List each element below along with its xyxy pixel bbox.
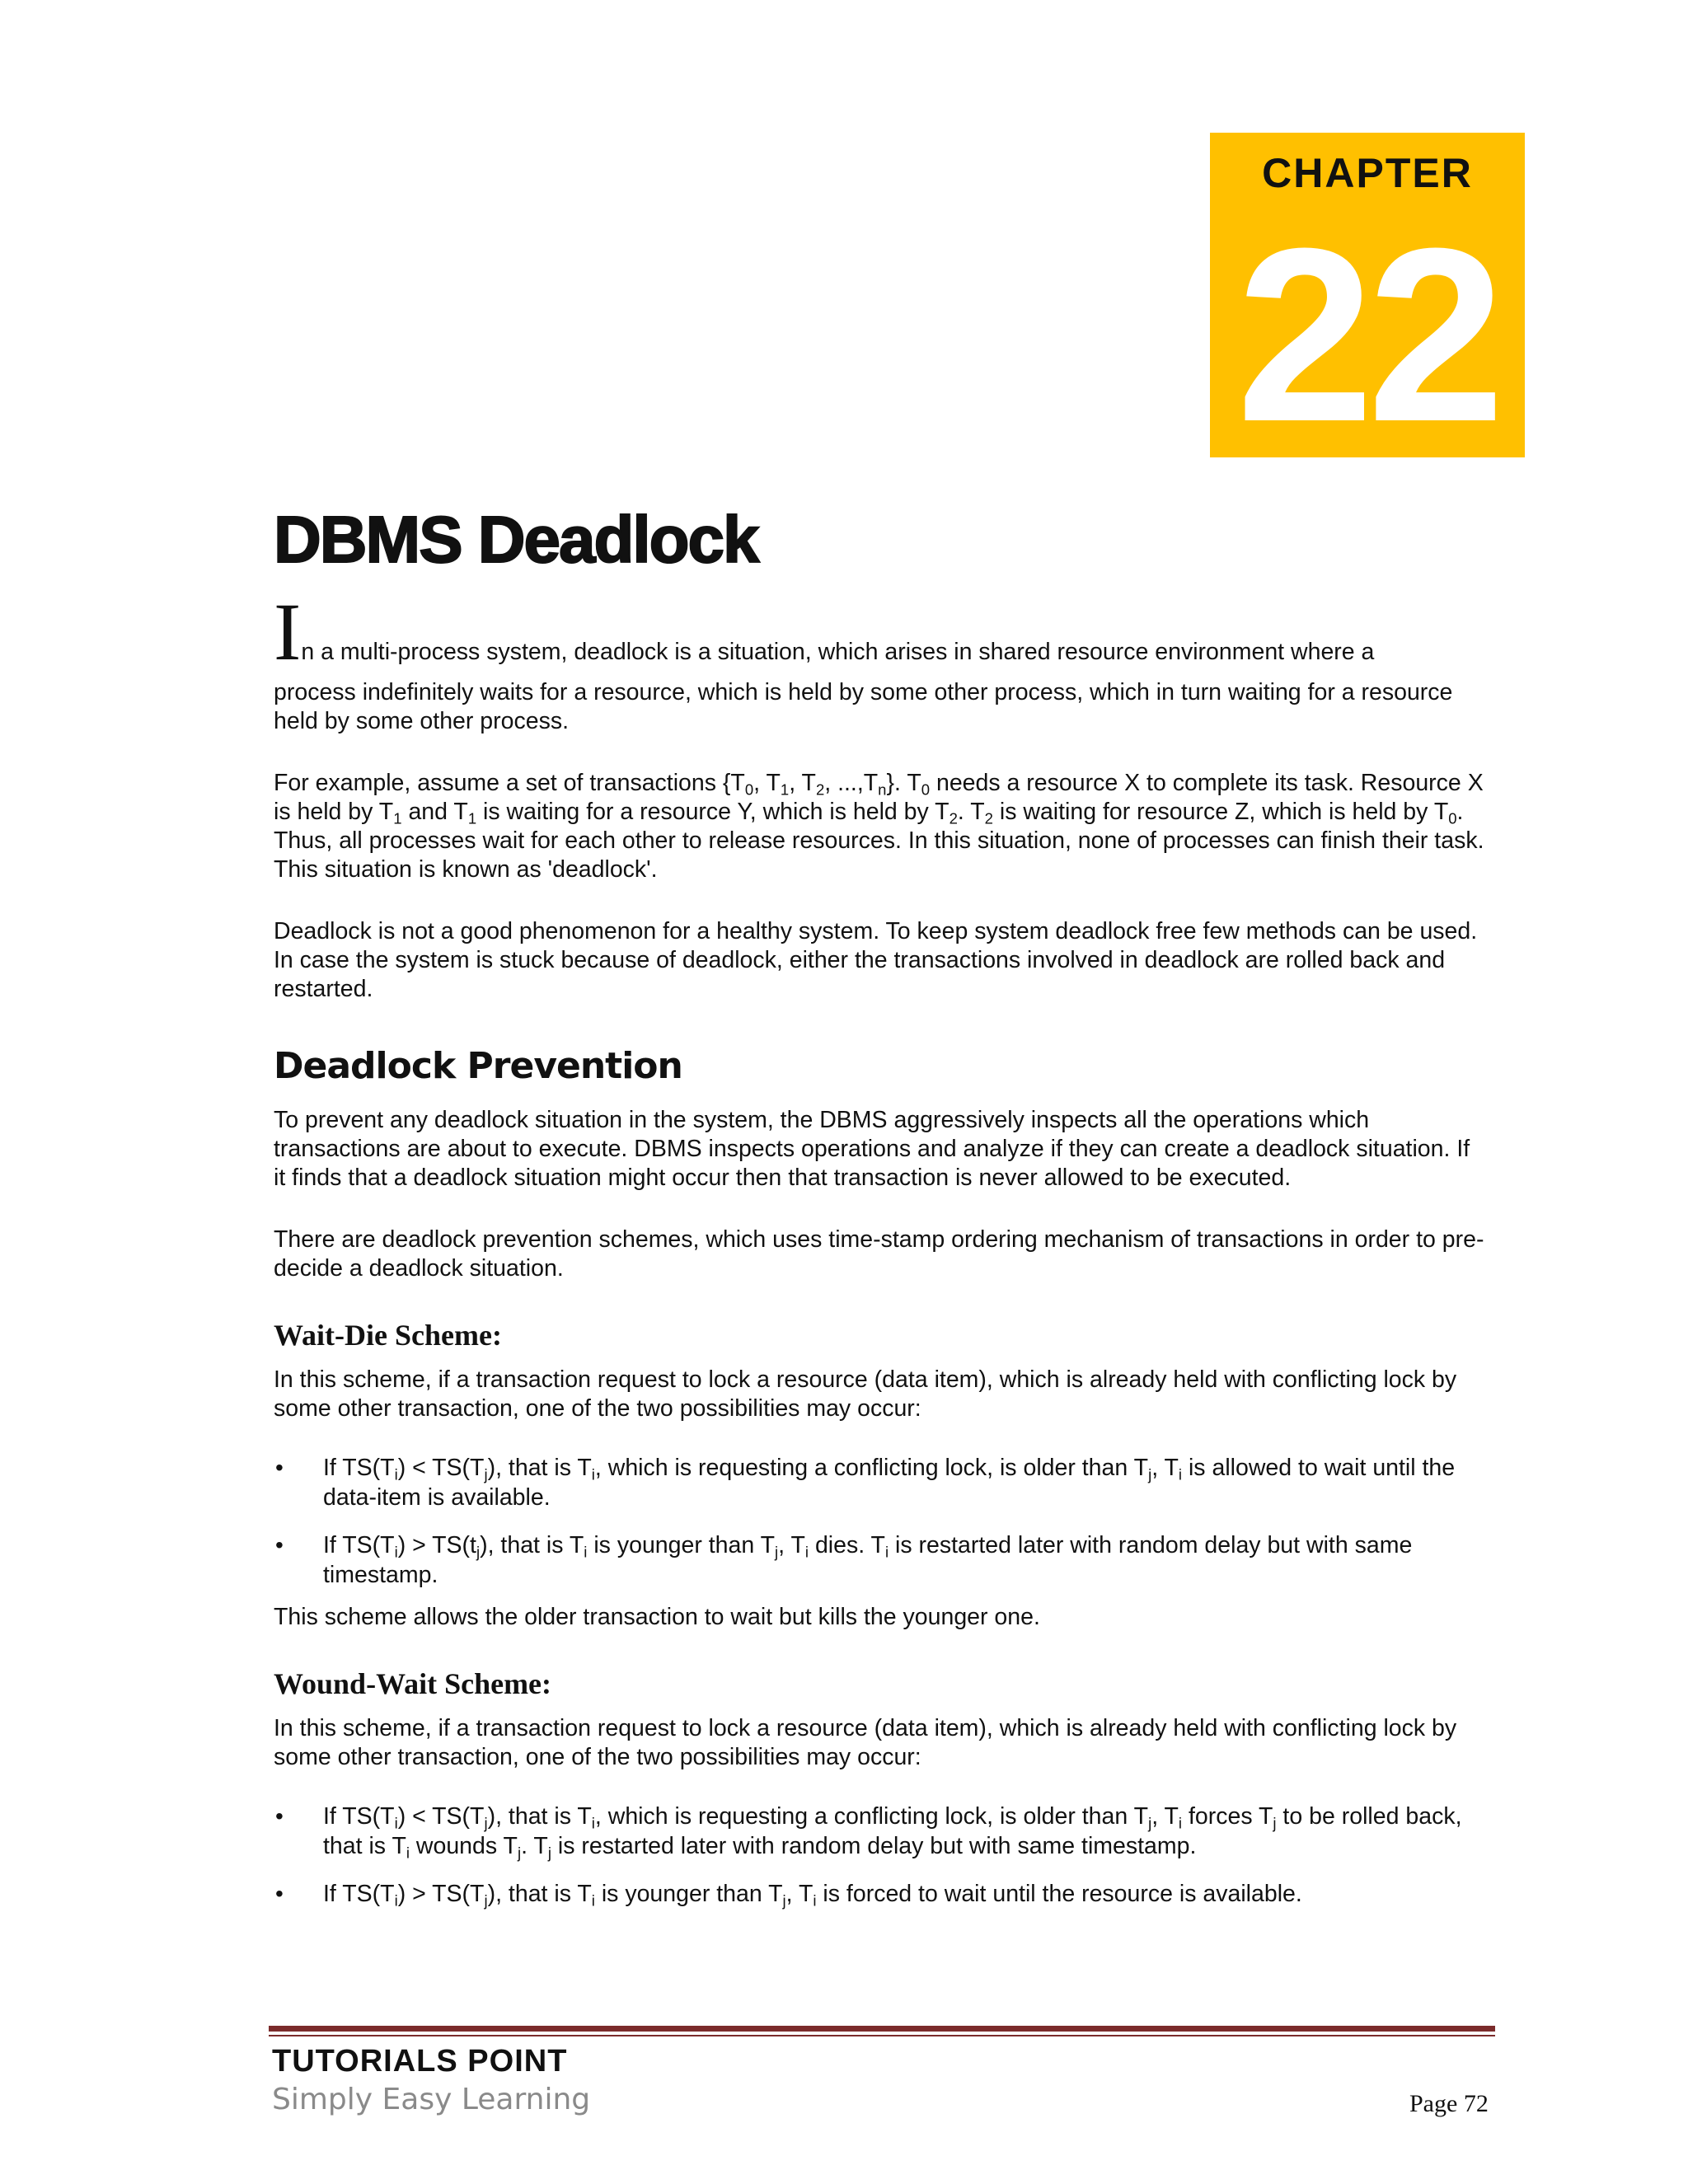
list-item: • If $TS(T_i) < TS(T_j)$, that is $T_i$, which is requesting a conflicting lock, is older than $T_j$, $T_i$ forces $T_j$ to be rolled back, that is $T_i$ wounds $T_j$. $T_j$ is restarted later with random delay but with same timestamp. [275,1803,1462,1862]
prevention-heading: Deadlock Prevention [274,1045,682,1087]
prevention-paragraph-1: To prevent any deadlock situation in the system, the DBMS aggressively inspects all the operations which transactions are about to execute. DBMS inspects operations and analyze if they can create a deadlock situation. If it finds that a deadlock situation might occur then that transaction is never allowed to be executed. [274,1107,1470,1191]
example-paragraph: For example, assume a set of transactions {$T_0$, $T_1$, $T_2$, $...,T_n$}. $T_0$ needs a resource X to complete its task. Resource X is held by $T_1$ and $T_1$ is waiting for a resource Y, which is held by $T_2$. $T_2$ is waiting for resource Z, which is held by $T_0$. Thus, all processes wait for each other to release resources. In this situation, none of processes can finish their task. This situation is known as 'deadlock'. [274,770,1484,883]
bullet-icon: • [275,1532,284,1558]
bullet-icon: • [275,1803,284,1829]
drop-cap: I [274,586,302,677]
list-item: • If $TS(T_i) > TS(t_j)$, that is $T_i$ is younger than $T_j$, $T_i$ dies. $T_i$ is restarted later with random delay but with same timestamp. [275,1532,1413,1588]
bullet-icon: • [275,1881,284,1906]
list-item: • If $TS(T_i) < TS(T_j)$, that is $T_i$, which is requesting a conflicting lock, is older than $T_j$, $T_i$ is allowed to wait until the data-item is available. [275,1455,1456,1511]
footer-divider-thin [269,2035,1495,2036]
deadlock-paragraph: Deadlock is not a good phenomenon for a healthy system. To keep system deadlock free few methods can be used. In case the system is stuck because of deadlock, either the transactions involved in deadlock are rolled back and restarted. [274,918,1478,1002]
wait-die-outro: This scheme allows the older transaction to wait but kills the younger one. [274,1604,1040,1630]
chapter-number: 22 [1236,196,1498,473]
page-title: DBMS Deadlock [274,503,758,576]
wound-wait-heading: Wound-Wait Scheme: [274,1667,552,1700]
intro-paragraph [274,586,1485,677]
bullet-icon: • [275,1455,284,1480]
wound-wait-intro: In this scheme, if a transaction request to lock a resource (data item), which is already held with conflicting lock by some other transaction, one of the two possibilities may occur: [274,1715,1457,1770]
wait-die-heading: Wait-Die Scheme: [274,1319,502,1352]
footer-brand: TUTORIALS POINT [272,2044,568,2079]
chapter-badge [1210,133,1525,473]
footer-divider [269,2026,1495,2032]
prevention-paragraph-2: There are deadlock prevention schemes, which uses time-stamp ordering mechanism of transactions in order to pre-decide a deadlock situation. [274,1226,1484,1282]
intro-continuation: process indefinitely waits for a resource, which is held by some other process, which in turn waiting for a resource held by some other process. [274,679,1453,734]
footer-tagline: Simply Easy Learning [272,2083,591,2116]
wound-wait-list [274,1802,1485,1909]
intro-first-line: n a multi-process system, deadlock is a situation, which arises in shared resource environment where a [301,639,1375,665]
page-content [274,494,1485,1927]
page-number: Page 72 [1409,2090,1489,2117]
list-item: • If $TS(T_i) > TS(T_j)$, that is $T_i$ is younger than $T_j$, $T_i$ is forced to wait until the resource is available. [275,1881,1302,1910]
chapter-label: CHAPTER [1262,150,1473,196]
wait-die-intro: In this scheme, if a transaction request to lock a resource (data item), which is already held with conflicting lock by some other transaction, one of the two possibilities may occur: [274,1366,1457,1422]
wait-die-list [274,1453,1485,1590]
